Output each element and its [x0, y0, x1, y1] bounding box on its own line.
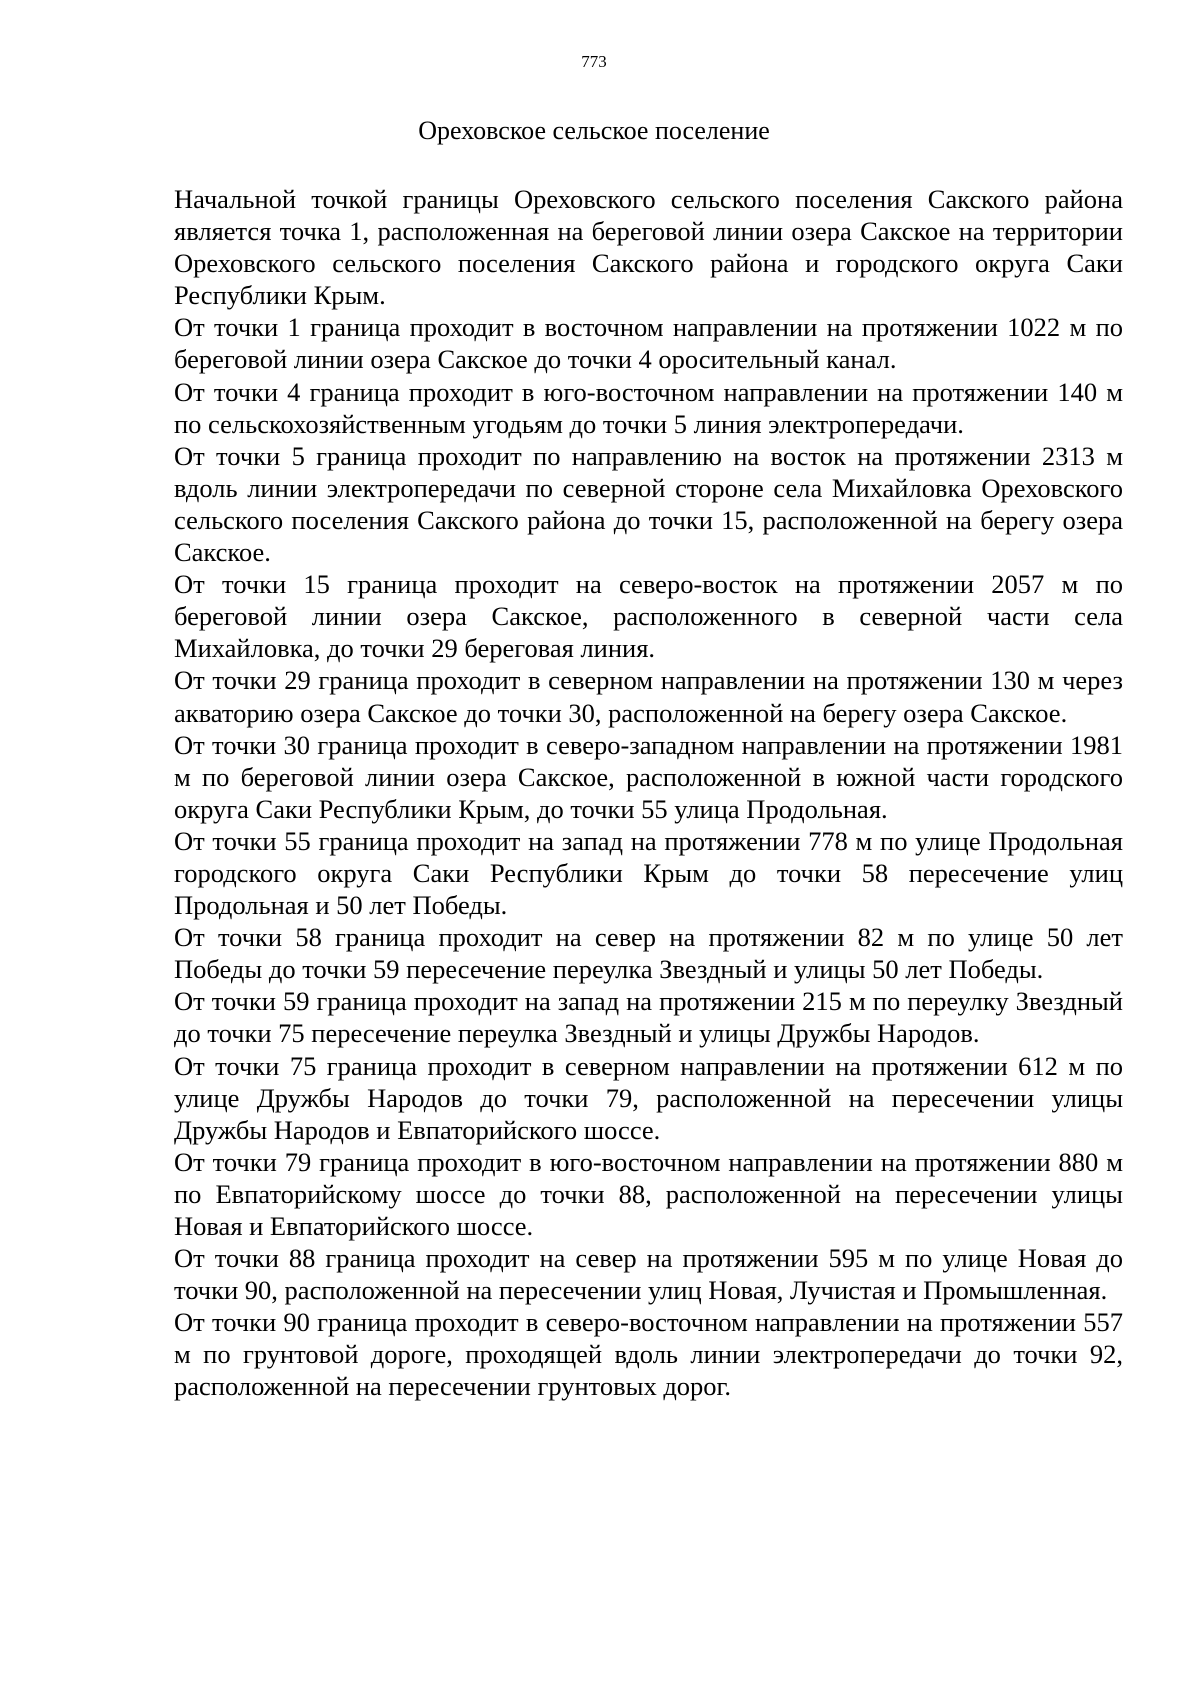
- paragraph: От точки 90 граница проходит в северо-восточном направлении на протяжении 557 м по грунтовой дороге, проходящей вдоль линии электропередачи до точки 92, расположенной на пересечении грунтовых дорог.: [174, 1307, 1123, 1402]
- paragraph: От точки 55 граница проходит на запад на протяжении 778 м по улице Продольная городского округа Саки Республики Крым до точки 58 пересечение улиц Продольная и 50 лет Победы.: [174, 825, 1123, 921]
- document-body: [174, 183, 1123, 1403]
- paragraph: От точки 88 граница проходит на север на протяжении 595 м по улице Новая до точки 90, расположенной на пересечении улиц Новая, Лучистая и Промышленная.: [174, 1243, 1123, 1306]
- paragraph: От точки 5 граница проходит по направлению на восток на протяжении 2313 м вдоль линии электропередачи по северной стороне села Михайловка Ореховского сельского поселения Сакского района до точки 15, расположенной на берегу озера Сакское.: [174, 440, 1123, 568]
- paragraph: От точки 1 граница проходит в восточном направлении на протяжении 1022 м по береговой линии озера Сакское до точки 4 оросительный канал.: [174, 312, 1123, 375]
- paragraph: Начальной точкой границы Ореховского сельского поселения Сакского района является точка 1, расположенная на береговой линии озера Сакское на территории Ореховского сельского поселения Сакского района и городского округа Саки Республики Крым.: [174, 184, 1123, 311]
- paragraph: От точки 75 граница проходит в северном направлении на протяжении 612 м по улице Дружбы Народов до точки 79, расположенной на пересечении улицы Дружбы Народов и Евпаторийского шоссе.: [174, 1050, 1123, 1145]
- paragraph: От точки 29 граница проходит в северном направлении на протяжении 130 м через акваторию озера Сакское до точки 30, расположенной на берегу озера Сакское.: [174, 665, 1123, 728]
- paragraph: От точки 58 граница проходит на север на протяжении 82 м по улице 50 лет Победы до точки 59 пересечение переулка Звездный и улицы 50 лет Победы.: [174, 922, 1123, 985]
- paragraph: От точки 4 граница проходит в юго-восточном направлении на протяжении 140 м по сельскохозяйственным угодьям до точки 5 линия электропередачи.: [174, 376, 1123, 439]
- page-number: 773: [581, 52, 607, 71]
- document-title: Ореховское сельское поселение: [418, 116, 770, 145]
- paragraph: От точки 79 граница проходит в юго-восточном направлении на протяжении 880 м по Евпаторийскому шоссе до точки 88, расположенной на пересечении улицы Новая и Евпаторийского шоссе.: [174, 1146, 1123, 1241]
- paragraph: От точки 15 граница проходит на северо-восток на протяжении 2057 м по береговой линии озера Сакское, расположенного в северной части села Михайловка, до точки 29 береговая линия.: [174, 569, 1123, 664]
- paragraph: От точки 30 граница проходит в северо-западном направлении на протяжении 1981 м по береговой линии озера Сакское, расположенной в южной части городского округа Саки Республики Крым, до точки 55 улица Продольная.: [174, 729, 1123, 824]
- paragraph: От точки 59 граница проходит на запад на протяжении 215 м по переулку Звездный до точки 75 пересечение переулка Звездный и улицы Дружбы Народов.: [174, 986, 1123, 1049]
